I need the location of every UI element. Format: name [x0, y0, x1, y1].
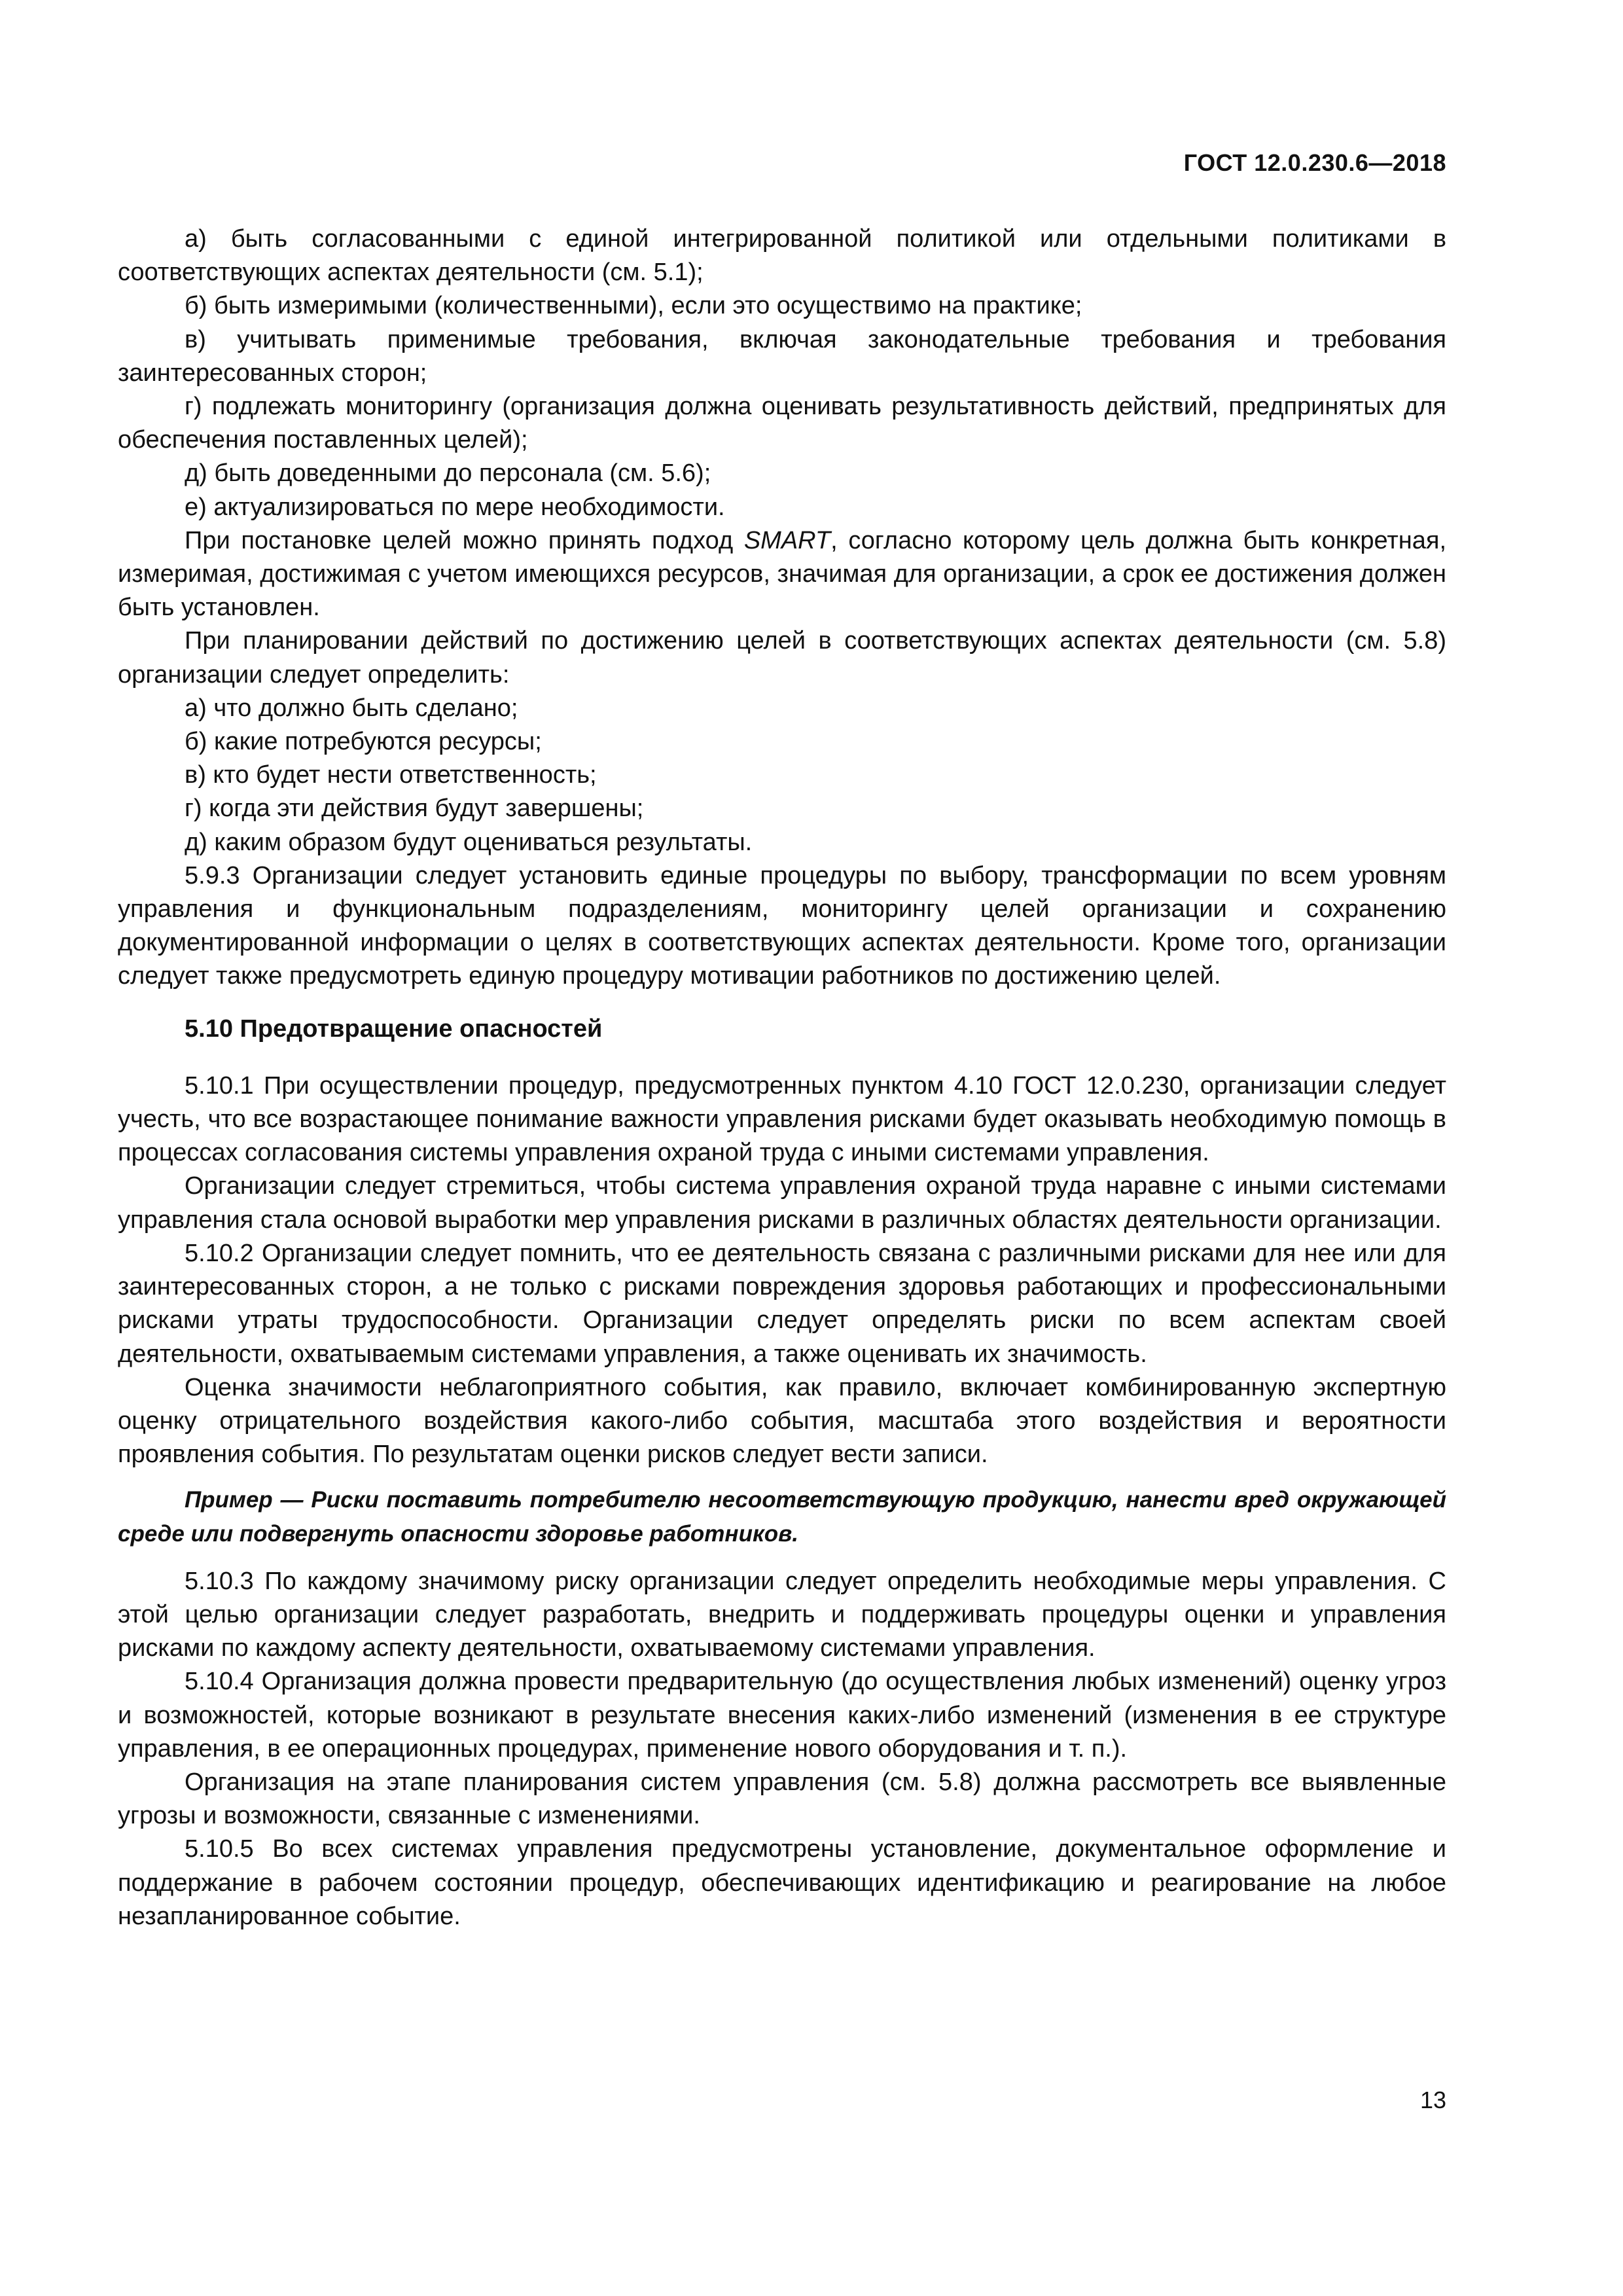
paragraph: в) кто будет нести ответственность; [185, 761, 597, 789]
paragraph: 5.10.1 При осуществлении процедур, предусмотренных пунктом 4.10 ГОСТ 12.0.230, организации следует учесть, что все возрастающее понимание важности управления рисками будет оказывать необходимую помощь в процессах согласования системы управления охраной труда с иными системами управления. [118, 1071, 1446, 1167]
document-code: ГОСТ 12.0.230.6—2018 [1183, 149, 1446, 176]
paragraph: 5.10.5 Во всех системах управления предусмотрены установление, документальное оформление и поддержание в рабочем состоянии процедур, обеспечивающих идентификацию и реагирование на любое незапланированное событие. [118, 1835, 1446, 1930]
smart-text-after: , согласно которому цель должна быть конкретная, измеримая, достижимая с учетом имеющихся ресурсов, значимая для организации, а срок ее достижения должен быть установлен. [118, 526, 1446, 622]
page-body [118, 223, 1446, 1933]
paragraph: а) быть согласованными с единой интегрированной политикой или отдельными политиками в соответствующих аспектах деятельности (см. 5.1); [118, 225, 1446, 287]
paragraph: 5.10.4 Организация должна провести предварительную (до осуществления любых изменений) оценку угроз и возможностей, которые возникают в результате внесения каких-либо изменений (изменения в ее структуре управления, в ее операционных процедурах, применение нового оборудования и т. п.). [118, 1668, 1446, 1763]
paragraph: 5.9.3 Организации следует установить единые процедуры по выбору, трансформации по всем уровням управления и функциональным подразделениям, мониторингу целей организации и сохранению документированной информации о целях в соответствующих аспектах деятельности. Кроме того, организации следует также предусмотреть единую процедуру мотивации работников по достижению целей. [118, 861, 1446, 990]
paragraph: 5.10.2 Организации следует помнить, что ее деятельность связана с различными рисками для нее или для заинтересованных сторон, а не только с рисками повреждения здоровья работающих и профессиональными рисками утраты трудоспособности. Организации следует определять риски по всем аспектам своей деятельности, охватываемым системами управления, а также оценивать их значимость. [118, 1239, 1446, 1368]
example-note: Пример — Риски поставить потребителю несоответствующую продукцию, нанести вред окружающей среде или подвергнуть опасности здоровье работников. [118, 1487, 1446, 1547]
paragraph: Организации следует стремиться, чтобы система управления охраной труда наравне с иными системами управления стала основой выработки мер управления рисками в различных областях деятельности организации. [118, 1172, 1446, 1234]
paragraph: в) учитывать применимые требования, включая законодательные требования и требования заинтересованных сторон; [118, 325, 1446, 387]
paragraph: При планировании действий по достижению целей в соответствующих аспектах деятельности (см. 5.8) организации следует определить: [118, 627, 1446, 689]
paragraph: Организация на этапе планирования систем управления (см. 5.8) должна рассмотреть все выявленные угрозы и возможности, связанные с изменениями. [118, 1768, 1446, 1830]
paragraph: д) каким образом будут оцениваться результаты. [185, 828, 753, 856]
paragraph: г) подлежать мониторингу (организация должна оценивать результативность действий, предпринятых для обеспечения поставленных целей); [118, 393, 1446, 454]
paragraph: Оценка значимости неблагоприятного события, как правило, включает комбинированную экспертную оценку отрицательного воздействия какого-либо события, масштаба этого воздействия и вероятности проявления события. По результатам оценки рисков следует вести записи. [118, 1373, 1446, 1469]
paragraph: 5.10.3 По каждому значимому риску организации следует определить необходимые меры управления. С этой целью организации следует разработать, внедрить и поддерживать процедуры оценки и управления рисками по каждому аспекту деятельности, охватываемому системами управления. [118, 1567, 1446, 1662]
paragraph: е) актуализироваться по мере необходимости. [185, 493, 725, 521]
paragraph: а) что должно быть сделано; [185, 694, 518, 722]
paragraph-smart [118, 524, 1446, 625]
page-number: 13 [1419, 2087, 1446, 2113]
paragraph: г) когда эти действия будут завершены; [185, 795, 644, 823]
paragraph: б) какие потребуются ресурсы; [185, 728, 542, 756]
smart-term: SMART [743, 526, 831, 554]
paragraph: б) быть измеримыми (количественными), если это осуществимо на практике; [185, 292, 1082, 320]
paragraph: д) быть доведенными до персонала (см. 5.6); [185, 459, 711, 488]
smart-text-before: При постановке целей можно принять подход [185, 526, 744, 554]
section-heading: 5.10 Предотвращение опасностей [185, 1014, 603, 1043]
